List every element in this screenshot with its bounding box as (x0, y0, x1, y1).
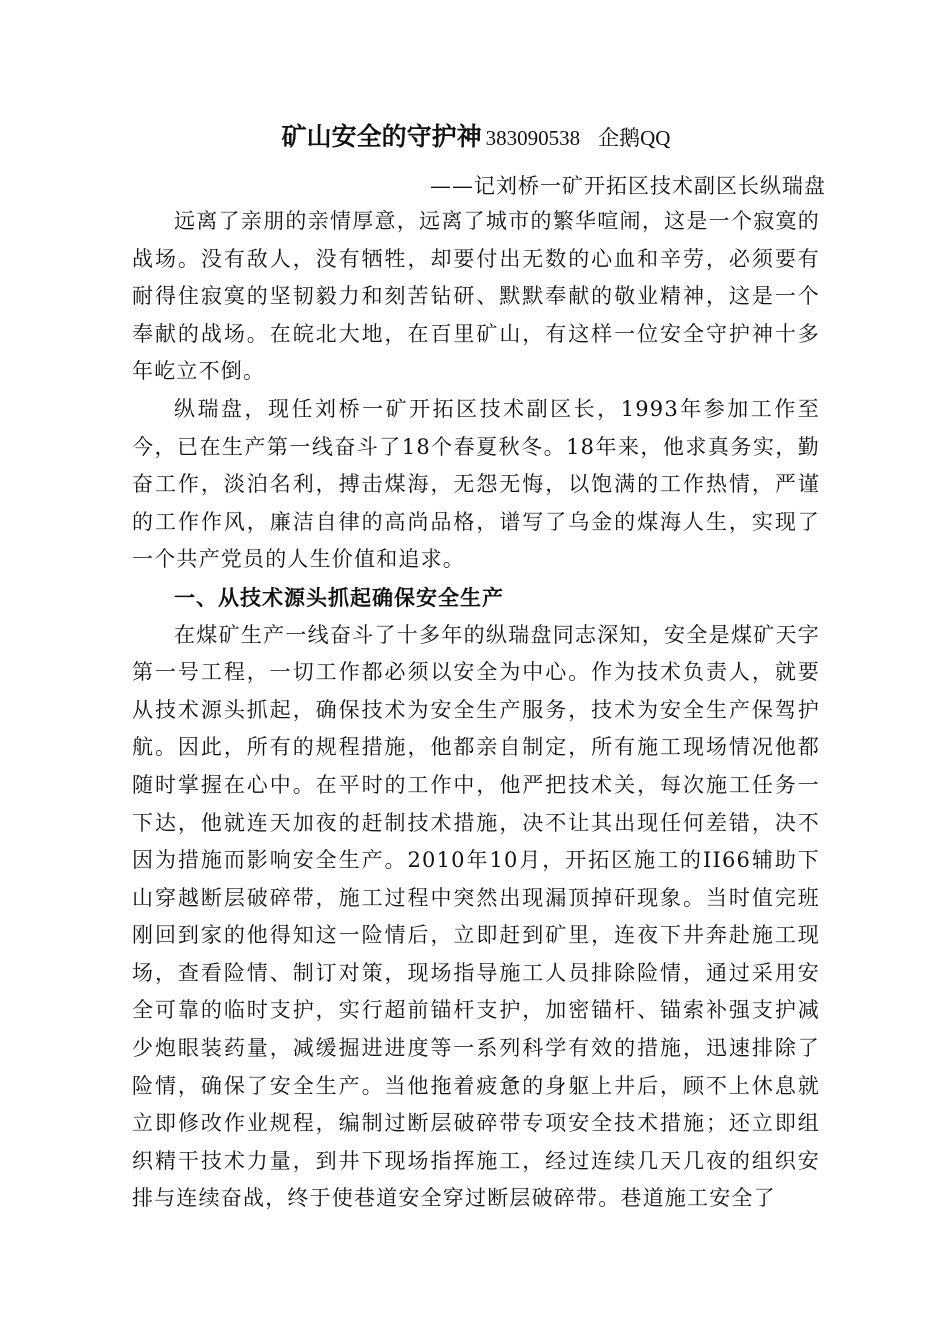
title-number: 383090538 (485, 126, 581, 150)
paragraph-profile: 纵瑞盘，现任刘桥一矿开拓区技术副区长，1993年参加工作至今，已在生产第一线奋斗了18个春夏秋冬。18年来，他求真务实，勤奋工作，淡泊名利，搏击煤海，无怨无悔，以饱满的工作热情，严谨的工作作风，廉洁自律的高尚品格，谱写了乌金的煤海人生，实现了一个共产党员的人生价值和追求。 (132, 396, 820, 572)
paragraph-section-one: 在煤矿生产一线奋斗了十多年的纵瑞盘同志深知，安全是煤矿天字第一号工程，一切工作都必须以安全为中心。作为技术负责人，就要从技术源头抓起，确保技术为安全生产服务，技术为安全生产保驾护航。因此，所有的规程措施，他都亲自制定，所有施工现场情况他都随时掌握在心中。在平时的工作中，他严把技术关，每次施工任务一下达，他就连天加夜的赶制技术措施，决不让其出现任何差错，决不因为措施而影响安全生产。2010年10月，开拓区施工的II66辅助下山穿越断层破碎带，施工过程中突然出现漏顶掉矸现象。当时值完班刚回到家的他得知这一险情后，立即赶到矿里，连夜下井奔赴施工现场，查看险情、制订对策，现场指导施工人员排除险情，通过采用安全可靠的临时支护，实行超前锚杆支护，加密锚杆、锚索补强支护减少炮眼装药量，减缓掘进进度等一系列科学有效的措施，迅速排除了险情，确保了安全生产。当他拖着疲惫的身躯上井后，顾不上休息就立即修改作业规程，编制过断层破碎带专项安全技术措施；还立即组织精干技术力量，到井下现场指挥施工，经过连续几天几夜的组织安排与连续奋战，终于使巷道安全穿过断层破碎带。巷道施工安全了 (132, 622, 820, 1211)
section-heading: 一、从技术源头抓起确保安全生产 (174, 584, 504, 610)
title-main: 矿山安全的守护神 (281, 122, 482, 151)
paragraph-intro: 远离了亲朋的亲情厚意，远离了城市的繁华喧闹，这是一个寂寞的战场。没有敌人，没有牺牲，却要付出无数的心血和辛劳，必须要有耐得住寂寞的坚韧毅力和刻苦钻研、默默奉献的敬业精神，这是一个奉献的战场。在皖北大地，在百里矿山，有这样一位安全守护神十多年屹立不倒。 (132, 209, 820, 384)
page-title (132, 118, 820, 157)
subtitle: ——记刘桥一矿开拓区技术副区长纵瑞盘 (430, 174, 826, 198)
title-qq: 企鹅QQ (598, 126, 671, 150)
